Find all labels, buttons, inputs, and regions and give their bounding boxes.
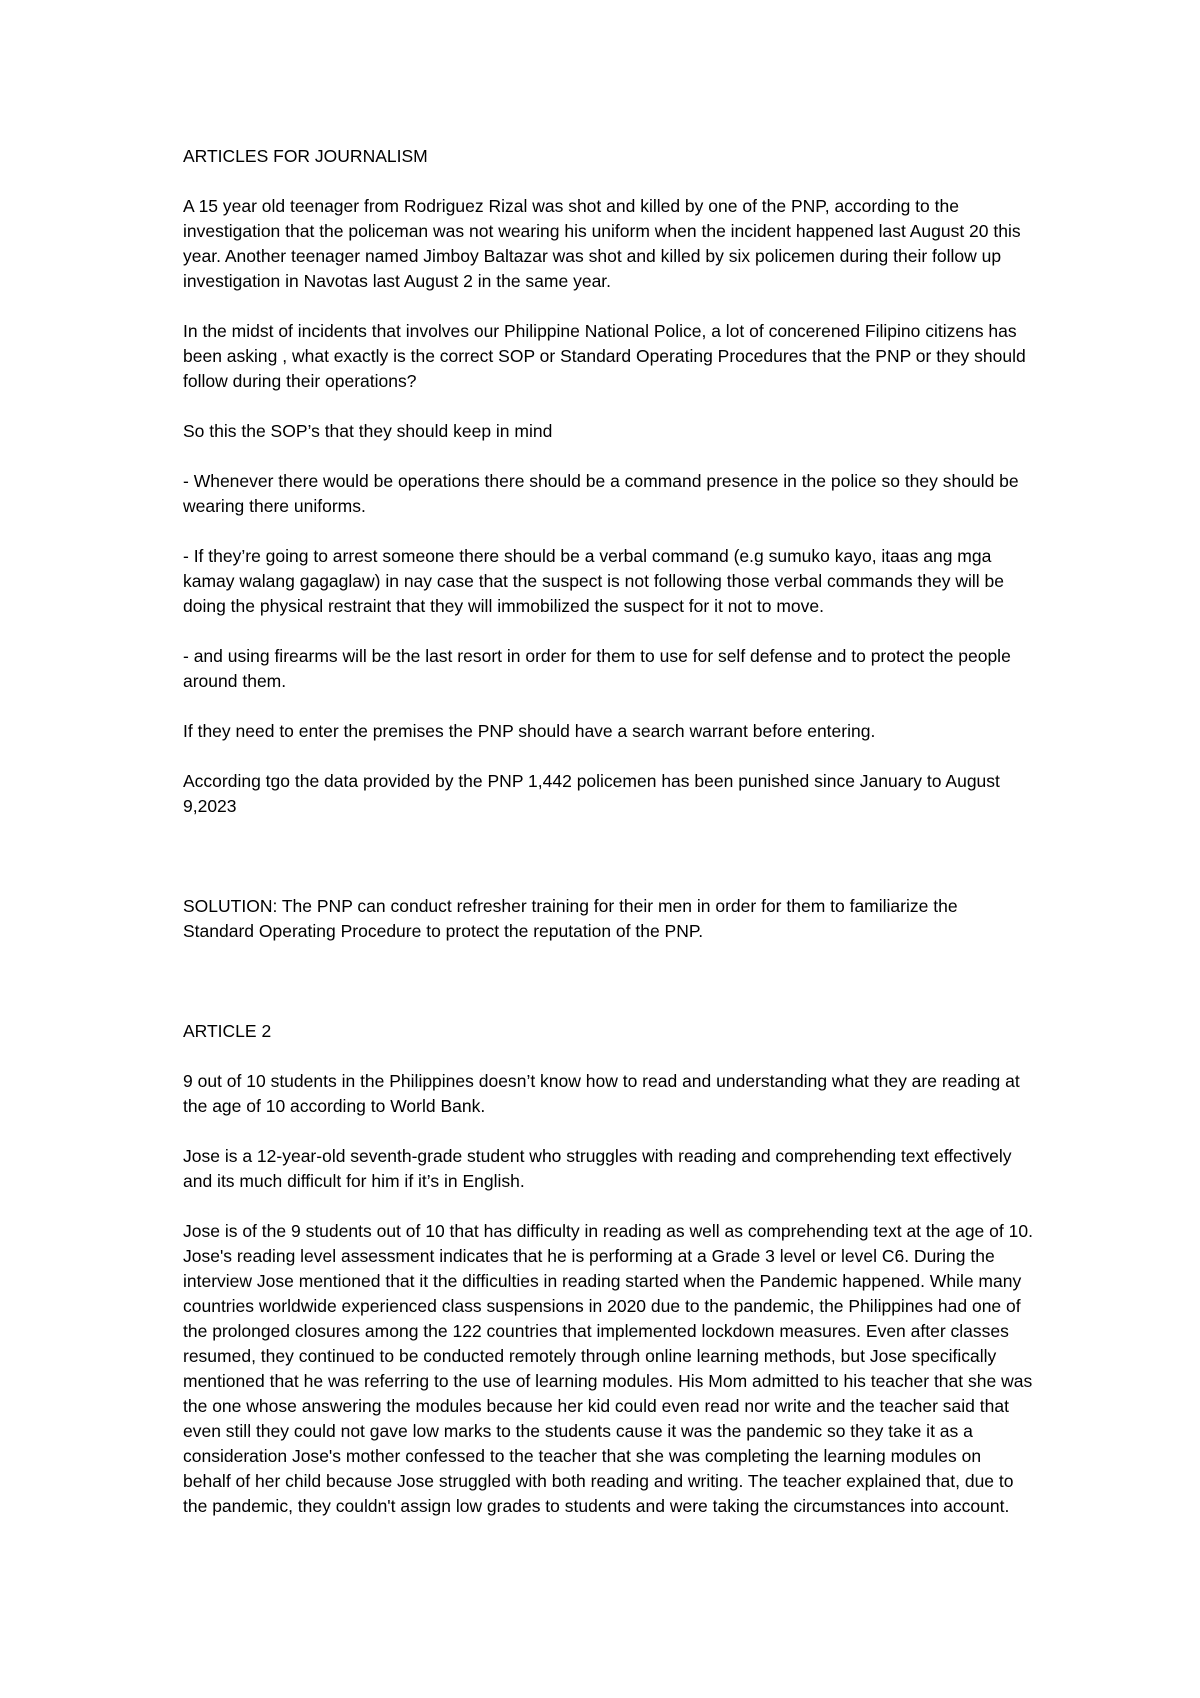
article2-paragraph-2: Jose is a 12-year-old seventh-grade student who struggles with reading and comprehending text effectively and its much difficult for him if it’s in English. (183, 1146, 1012, 1191)
article1-paragraph-7: If they need to enter the premises the PNP should have a search warrant before entering. (183, 721, 876, 741)
article1-paragraph-8: According tgo the data provided by the PNP 1,442 policemen has been punished since January to August 9,2023 (183, 771, 1000, 816)
article1-paragraph-6: - and using firearms will be the last resort in order for them to use for self defense and to protect the people around them. (183, 646, 1011, 691)
document-body (183, 144, 1033, 1544)
article1-paragraph-4: - Whenever there would be operations there should be a command presence in the police so they should be wearing there uniforms. (183, 471, 1019, 516)
article2-heading: ARTICLE 2 (183, 1021, 272, 1041)
article1-paragraph-3: So this the SOP’s that they should keep in mind (183, 421, 553, 441)
article2-paragraph-3: Jose is of the 9 students out of 10 that has difficulty in reading as well as comprehending text at the age of 10. Jose's reading level assessment indicates that he is performing at a Grade 3 level or level C6. During the interview Jose mentioned that it the difficulties in reading started when the Pandemic happened. While many countries worldwide experienced class suspensions in 2020 due to the pandemic, the Philippines had one of the prolonged closures among the 122 countries that implemented lockdown measures. Even after classes resumed, they continued to be conducted remotely through online learning methods, but Jose specifically mentioned that he was referring to the use of learning modules. His Mom admitted to his teacher that she was the one whose answering the modules because her kid could even read nor write and the teacher said that even still they could not gave low marks to the students cause it was the pandemic so they take it as a consideration Jose's mother confessed to the teacher that she was completing the learning modules on behalf of her child because Jose struggled with both reading and writing. The teacher explained that, due to the pandemic, they couldn't assign low grades to students and were taking the circumstances into account. (183, 1221, 1033, 1516)
article1-paragraph-5: - If they’re going to arrest someone there should be a verbal command (e.g sumuko kayo, itaas ang mga kamay walang gagaglaw) in nay case that the suspect is not following those verbal commands they will be doing the physical restraint that they will immobilized the suspect for it not to move. (183, 546, 1004, 616)
article1-paragraph-1: A 15 year old teenager from Rodriguez Rizal was shot and killed by one of the PNP, according to the investigation that the policeman was not wearing his uniform when the incident happened last August 20 this year. Another teenager named Jimboy Baltazar was shot and killed by six policemen during their follow up investigation in Navotas last August 2 in the same year. (183, 196, 1021, 291)
document-heading: ARTICLES FOR JOURNALISM (183, 146, 428, 166)
article1-paragraph-2: In the midst of incidents that involves our Philippine National Police, a lot of concerened Filipino citizens has been asking , what exactly is the correct SOP or Standard Operating Procedures that the PNP or they should follow during their operations? (183, 321, 1026, 391)
article1-solution: SOLUTION: The PNP can conduct refresher training for their men in order for them to familiarize the Standard Operating Procedure to protect the reputation of the PNP. (183, 896, 958, 941)
article2-paragraph-1: 9 out of 10 students in the Philippines doesn’t know how to read and understanding what they are reading at the age of 10 according to World Bank. (183, 1071, 1020, 1116)
